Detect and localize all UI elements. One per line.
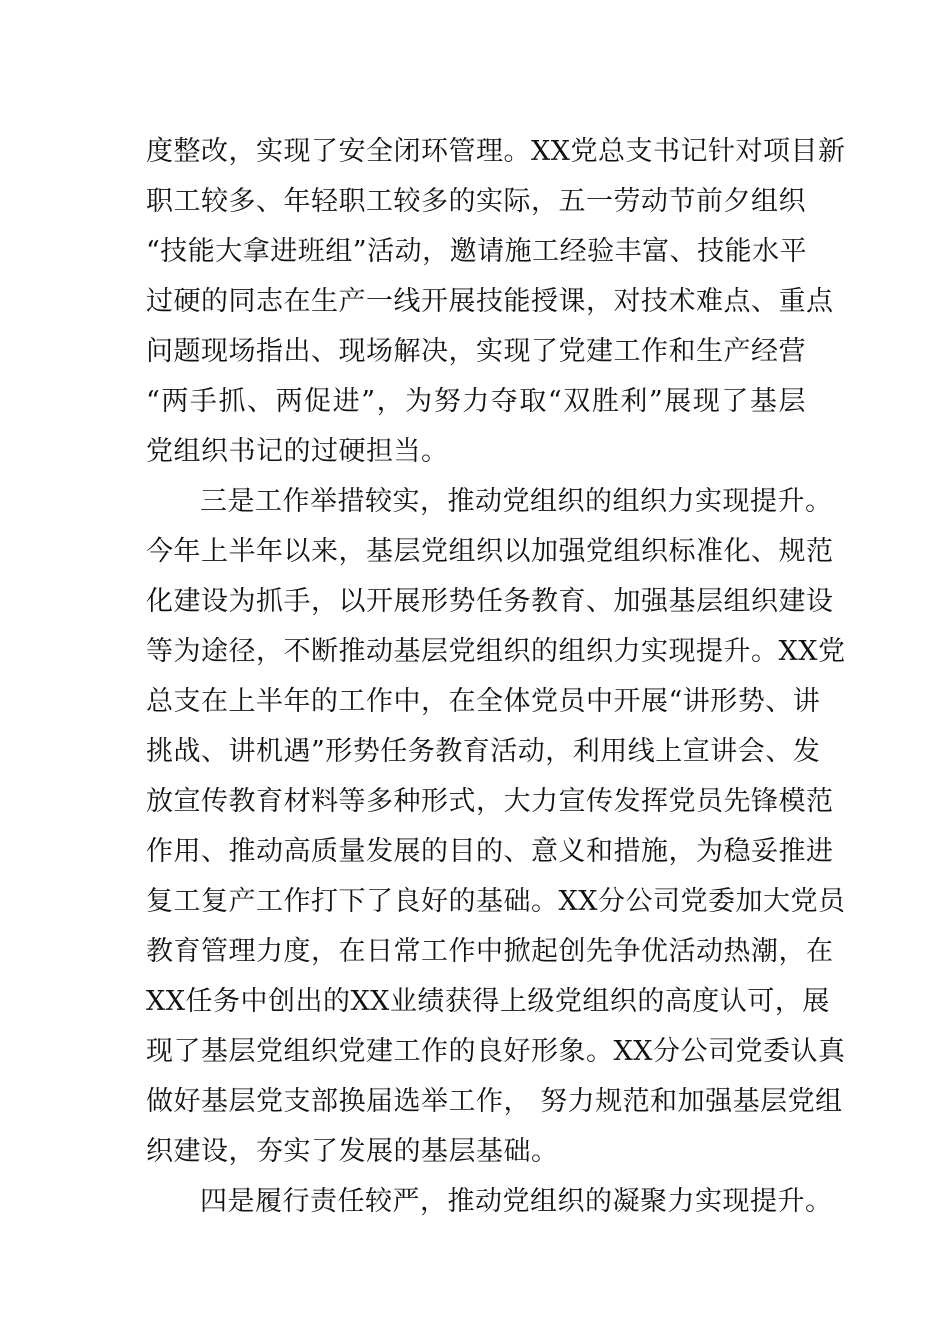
paragraph-line: 等为途径，不断推动基层党组织的组织力实现提升。XX党 [146,636,846,667]
paragraph-line: 复工复产工作打下了良好的基础。XX分公司党委加大党员 [146,886,846,917]
paragraph-line: 度整改，实现了安全闭环管理。XX党总支书记针对项目新 [146,136,846,167]
paragraph-line: 挑战、讲机遇”形势任务教育活动，利用线上宣讲会、发 [146,736,821,767]
section-heading-line: 三是工作举措较实，推动党组织的组织力实现提升。 [200,486,833,517]
paragraph-line: 做好基层党支部换届选举工作， 努力规范和加强基层党组 [146,1086,843,1117]
paragraph-line: 化建设为抓手，以开展形势任务教育、加强基层组织建设 [146,586,834,617]
paragraph-line: XX任务中创出的XX业绩获得上级党组织的高度认可，展 [146,986,830,1017]
paragraph-line: 现了基层党组织党建工作的良好形象。XX分公司党委认真 [146,1036,846,1067]
paragraph-line: 教育管理力度，在日常工作中掀起创先争优活动热潮，在 [146,936,834,967]
paragraph-line: 作用、推动高质量发展的目的、意义和措施，为稳妥推进 [146,836,834,867]
paragraph-line: 今年上半年以来，基层党组织以加强党组织标准化、规范 [146,536,834,567]
paragraph-line: 总支在上半年的工作中，在全体党员中开展“讲形势、讲 [146,686,821,717]
paragraph-line: 党组织书记的过硬担当。 [146,436,449,467]
paragraph-line: “两手抓、两促进”，为努力夺取“双胜利”展现了基层 [146,386,806,417]
paragraph-line: “技能大拿进班组”活动，邀请施工经验丰富、技能水平 [146,236,808,267]
paragraph-line: 问题现场指出、现场解决，实现了党建工作和生产经营 [146,336,806,367]
paragraph-line: 织建设，夯实了发展的基层基础。 [146,1136,559,1167]
paragraph-line: 职工较多、年轻职工较多的实际，五一劳动节前夕组织 [146,186,806,217]
section-heading-line: 四是履行责任较严，推动党组织的凝聚力实现提升。 [200,1186,833,1217]
paragraph-line: 过硬的同志在生产一线开展技能授课，对技术难点、重点 [146,286,834,317]
paragraph-line: 放宣传教育材料等多种形式，大力宣传发挥党员先锋模范 [146,786,834,817]
